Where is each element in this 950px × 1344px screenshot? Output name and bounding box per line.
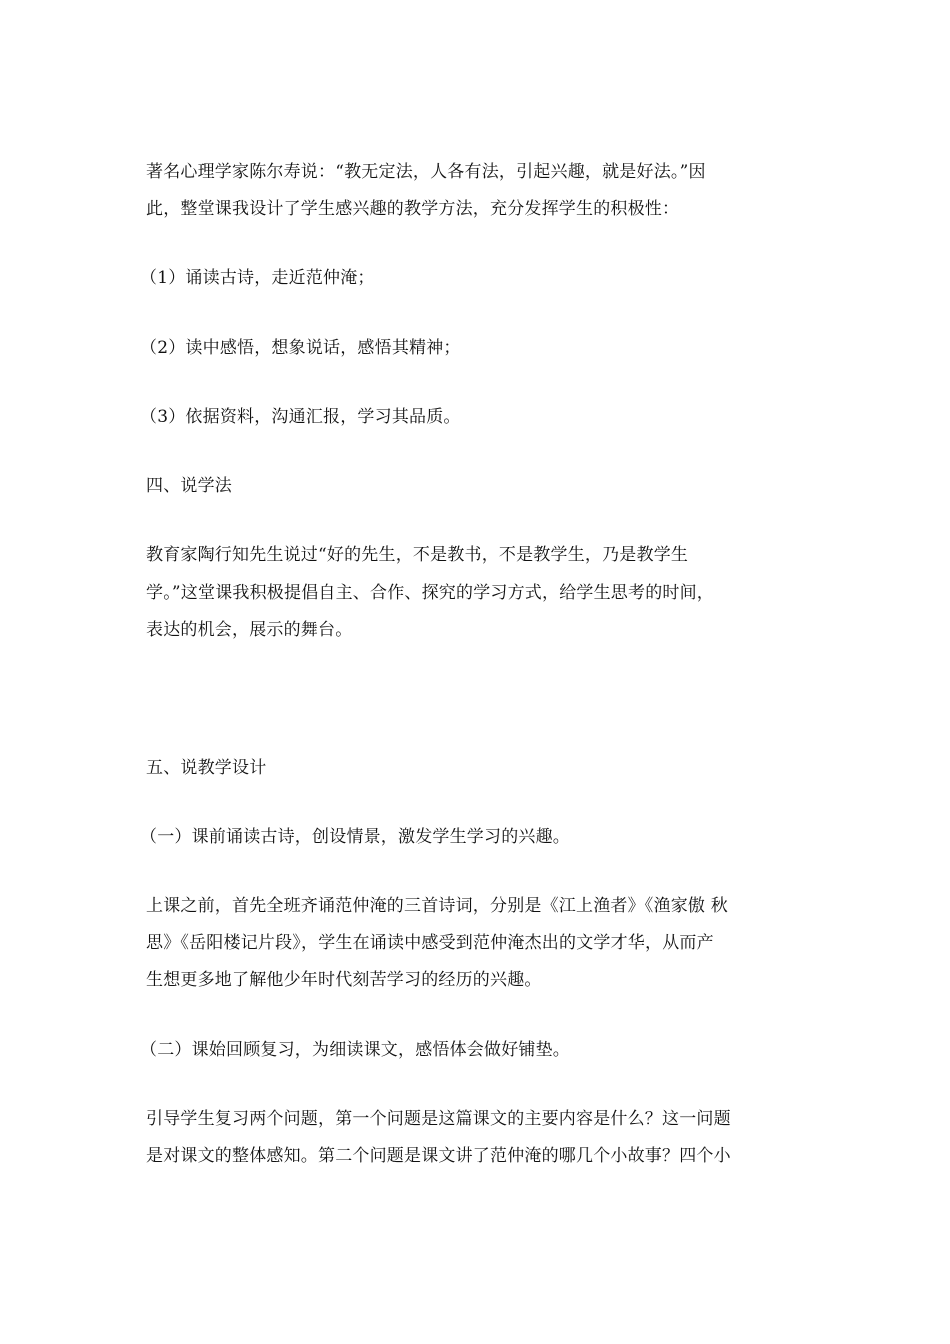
- list-item: （3）依据资料，沟通汇报，学习其品质。: [140, 407, 461, 427]
- section-heading: 四、说学法: [146, 476, 232, 496]
- subsection-heading: （一）课前诵读古诗，创设情景，激发学生学习的兴趣。: [140, 827, 570, 847]
- list-item: （2）读中感悟，想象说话，感悟其精神；: [140, 338, 461, 358]
- paragraph-line: 上课之前，首先全班齐诵范仲淹的三首诗词，分别是《江上渔者》《渔家傲 秋: [146, 896, 728, 916]
- paragraph-line: 著名心理学家陈尔寿说：“教无定法，人各有法，引起兴趣，就是好法。”因: [146, 162, 706, 182]
- list-item: （1）诵读古诗，走近范仲淹；: [140, 268, 375, 288]
- paragraph-line: 表达的机会，展示的舞台。: [146, 620, 353, 640]
- paragraph-line: 思》《岳阳楼记片段》，学生在诵读中感受到范仲淹杰出的文学才华，从而产: [146, 933, 714, 953]
- paragraph-line: 学。”这堂课我积极提倡自主、合作、探究的学习方式，给学生思考的时间，: [146, 583, 714, 603]
- paragraph-line: 是对课文的整体感知。第二个问题是课文讲了范仲淹的哪几个小故事？四个小: [146, 1146, 731, 1166]
- section-heading: 五、说教学设计: [146, 758, 267, 778]
- paragraph-line: 生想更多地了解他少年时代刻苦学习的经历的兴趣。: [146, 970, 542, 990]
- subsection-heading: （二）课始回顾复习，为细读课文，感悟体会做好铺垫。: [140, 1040, 570, 1060]
- paragraph-line: 引导学生复习两个问题，第一个问题是这篇课文的主要内容是什么？这一问题: [146, 1109, 731, 1129]
- paragraph-line: 此，整堂课我设计了学生感兴趣的教学方法，充分发挥学生的积极性：: [146, 199, 680, 219]
- paragraph-line: 教育家陶行知先生说过“好的先生，不是教书，不是教学生，乃是教学生: [146, 545, 689, 565]
